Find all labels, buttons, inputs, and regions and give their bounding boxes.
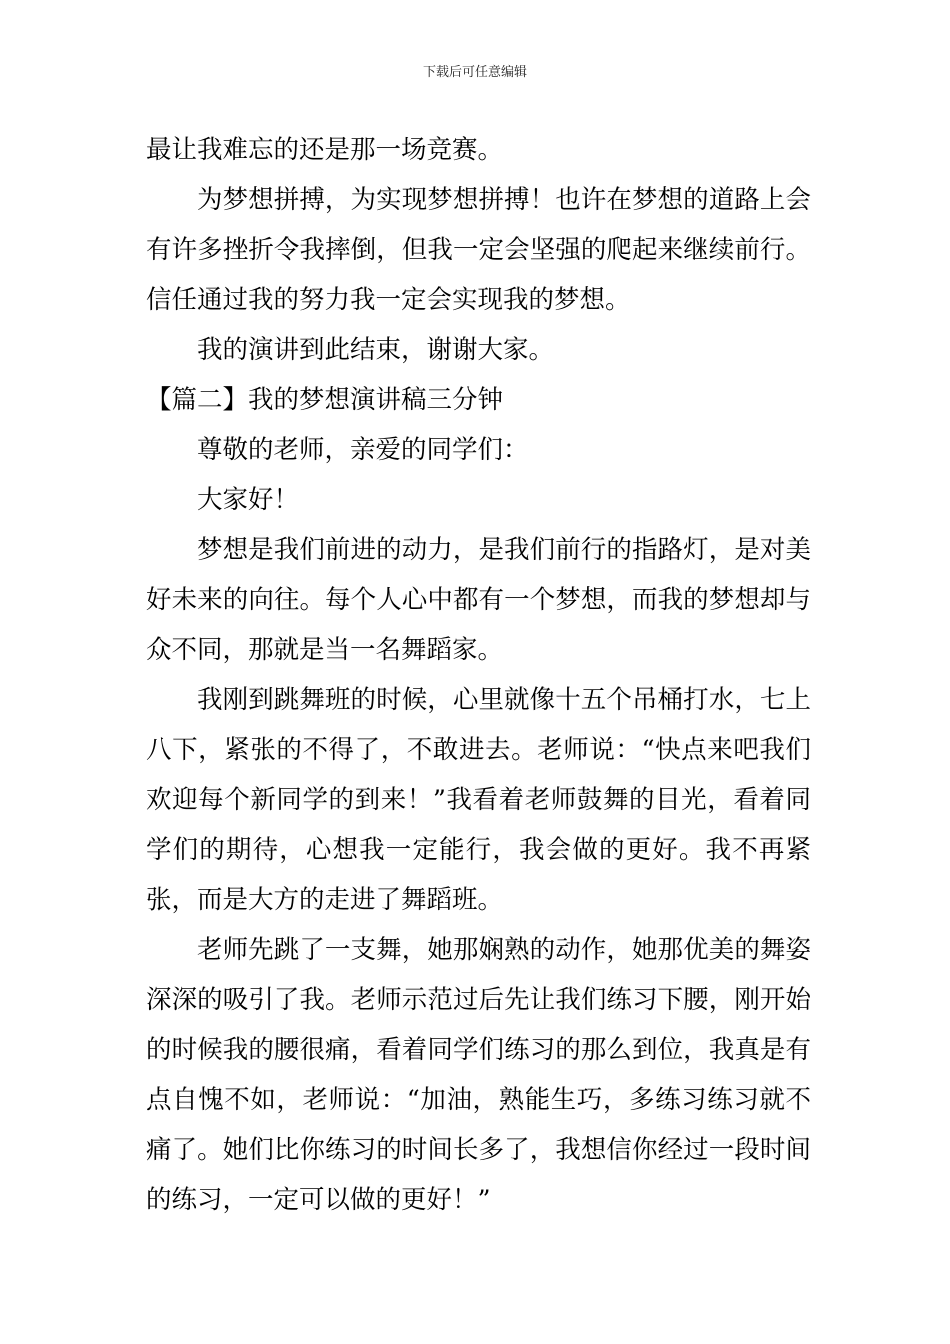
- paragraph-2: 为梦想拼搏，为实现梦想拼搏！也许在梦想的道路上会有许多挫折令我摔倒，但我一定会坚强的爬起来继续前行。信任通过我的努力我一定会实现我的梦想。: [146, 185, 811, 315]
- paragraph-greeting: 尊敬的老师，亲爱的同学们：: [197, 435, 529, 465]
- paragraph-6: 老师先跳了一支舞，她那娴熟的动作，她那优美的舞姿深深的吸引了我。老师示范过后先让我们练习下腰，刚开始的时候我的腰很痛，看着同学们练习的那么到位，我真是有点自愧不如，老师说：“加油，熟能生巧，多练习练习就不痛了。她们比你练习的时间长多了，我想信你经过一段时间的练习，一定可以做的更好！”: [146, 935, 811, 1215]
- page-header-note: 下载后可任意编辑: [422, 65, 527, 80]
- section-heading: 【篇二】我的梦想演讲稿三分钟: [146, 385, 504, 415]
- paragraph-5: 我刚到跳舞班的时候，心里就像十五个吊桶打水，七上八下，紧张的不得了，不敢进去。老师说：“快点来吧我们欢迎每个新同学的到来！”我看着老师鼓舞的目光，看着同学们的期待，心想我一定能行，我会做的更好。我不再紧张，而是大方的走进了舞蹈班。: [146, 685, 811, 915]
- document-body: [146, 125, 811, 1225]
- paragraph-4: 梦想是我们前进的动力，是我们前行的指路灯，是对美好未来的向往。每个人心中都有一个梦想，而我的梦想却与众不同，那就是当一名舞蹈家。: [146, 535, 811, 665]
- paragraph-3: 我的演讲到此结束，谢谢大家。: [197, 335, 555, 365]
- paragraph-hello: 大家好！: [197, 485, 300, 515]
- paragraph-1: 最让我难忘的还是那一场竞赛。: [146, 135, 504, 165]
